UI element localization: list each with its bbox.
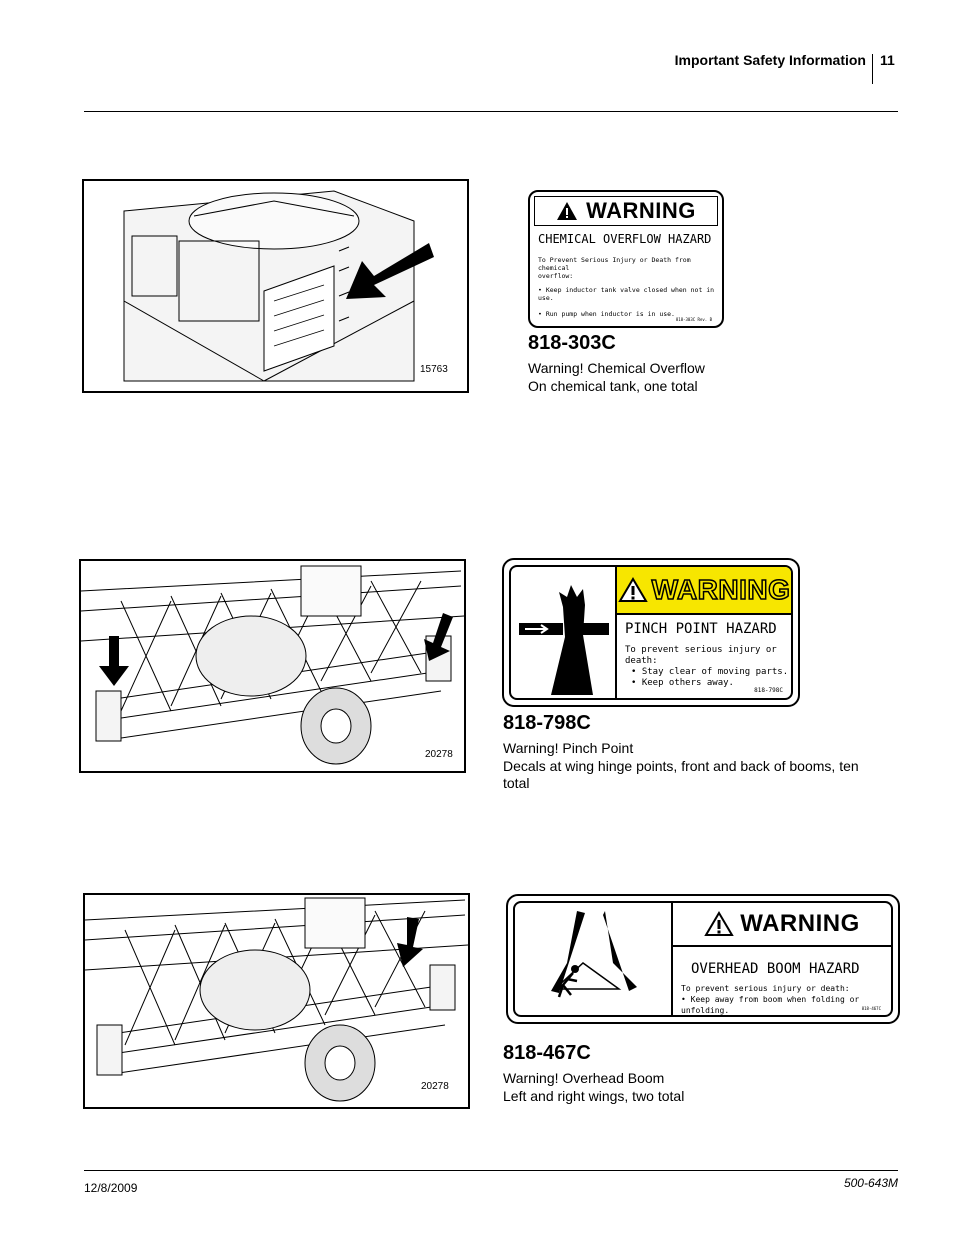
decal-description	[528, 360, 705, 395]
decal-pinch-point	[502, 558, 800, 707]
tank-illustration	[84, 181, 467, 391]
overhead-boom-icon	[515, 903, 671, 1015]
decal-description	[503, 740, 903, 793]
page-number: 11	[880, 52, 895, 68]
description-line: Left and right wings, two total	[503, 1087, 685, 1104]
description-line: total	[503, 775, 530, 791]
signal-word: WARNING	[586, 198, 696, 223]
decal-part-number: 818-303C Rev. B	[675, 317, 712, 322]
figure-number: 20278	[421, 1081, 449, 1092]
figure-boom-pinch-points	[79, 559, 466, 773]
decal-code: 818-798C	[503, 712, 591, 734]
figure-number: 15763	[420, 364, 448, 375]
boom-illustration	[81, 561, 464, 771]
footer-document-number: 500-643M	[843, 1176, 898, 1190]
description-line: Decals at wing hinge points, front and back of booms, ten	[503, 757, 859, 774]
decal-code: 818-303C	[528, 332, 616, 354]
decal-description	[503, 1070, 684, 1105]
description-line: Warning! Overhead Boom	[503, 1070, 665, 1086]
boom-illustration	[85, 895, 468, 1107]
decal-line: • Stay clear of moving parts.	[631, 667, 789, 677]
description-line: On chemical tank, one total	[528, 377, 698, 394]
decal-line: overflow:	[538, 272, 574, 280]
pinch-hand-icon	[511, 567, 615, 698]
decal-line: • Run pump when inductor is in use.	[538, 310, 675, 318]
section-title: Important Safety Information	[674, 52, 866, 68]
decal-chemical-overflow	[528, 190, 724, 328]
footer-date: 12/8/2009	[84, 1181, 138, 1195]
figure-chemical-tank	[82, 179, 469, 393]
description-line: Warning! Chemical Overflow	[528, 360, 705, 376]
decal-overhead-boom	[506, 894, 900, 1024]
warning-triangle-icon	[618, 577, 648, 603]
decal-code: 818-467C	[503, 1042, 591, 1064]
decal-part-number: 818-798C	[754, 687, 783, 694]
decal-line: To prevent serious injury or death:	[625, 645, 777, 666]
decal-line: • Keep inductor tank valve closed when not in use.	[538, 286, 715, 302]
decal-part-number: 818-467C	[861, 1006, 881, 1011]
warning-triangle-icon	[704, 911, 734, 937]
decal-line: • Keep others away.	[631, 678, 734, 688]
pointer-arrow-icon	[99, 636, 129, 686]
pointer-arrow-icon	[397, 917, 423, 967]
description-line: Warning! Pinch Point	[503, 740, 634, 756]
hazard-title: CHEMICAL OVERFLOW HAZARD	[538, 232, 712, 246]
signal-word: WARNING	[740, 910, 860, 937]
figure-overhead-boom	[83, 893, 470, 1109]
footer-rule	[84, 1170, 898, 1171]
hazard-title: PINCH POINT HAZARD	[625, 621, 777, 637]
header-rule	[84, 111, 898, 112]
warning-triangle-icon	[556, 201, 578, 221]
decal-line: To Prevent Serious Injury or Death from chemical	[538, 256, 691, 272]
signal-word: WARNING	[651, 574, 791, 605]
figure-number: 20278	[425, 749, 453, 760]
hazard-title: OVERHEAD BOOM HAZARD	[691, 961, 860, 977]
header-separator	[872, 54, 873, 84]
decal-line: To prevent serious injury or death:	[681, 984, 850, 993]
decal-line: • Keep away from boom when folding or unfolding.	[681, 995, 860, 1015]
